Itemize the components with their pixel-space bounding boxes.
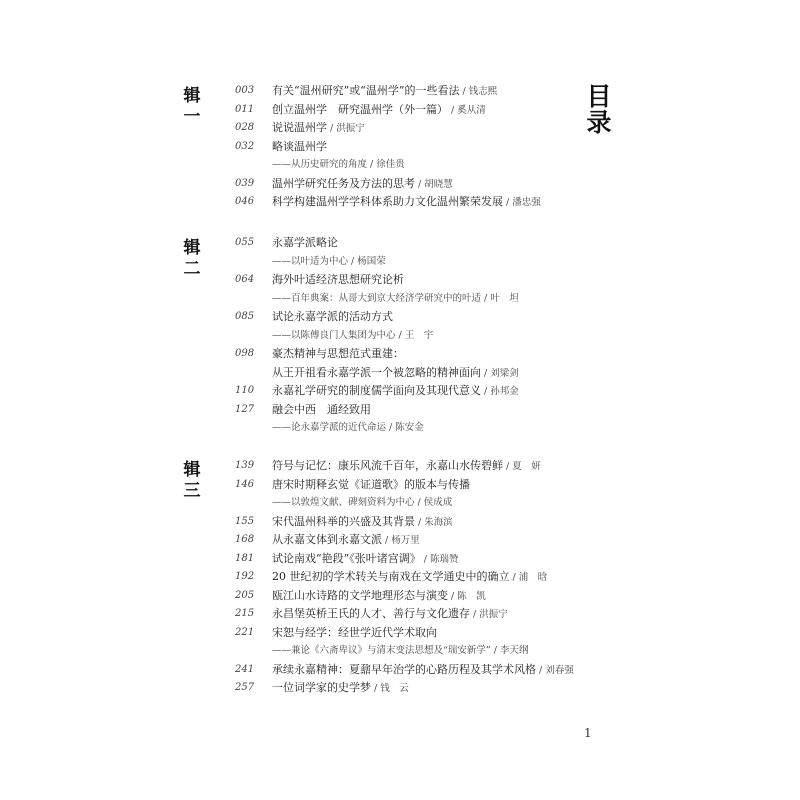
entry-page-number: 055 (235, 237, 255, 248)
toc-entry (0, 531, 640, 548)
entry-text (272, 494, 452, 511)
entry-title: ——以叶适为中心 (272, 255, 349, 267)
entry-title: 永嘉礼学研究的制度儒学面向及其现代意义 (272, 384, 481, 397)
entry-text (272, 308, 393, 326)
toc-subtitle-row (0, 156, 640, 173)
toc-entry (0, 308, 640, 325)
entry-title: 唐宋时期释玄觉《证道歌》的版本与传播 (272, 477, 470, 491)
entry-author: / 夏 妍 (503, 461, 541, 472)
entry-page-number: 011 (235, 103, 255, 115)
toc-entry (0, 624, 640, 641)
entry-author: / 刘梁剑 (481, 367, 519, 379)
toc-entry (0, 513, 640, 530)
toc-entry (0, 364, 640, 381)
entry-page-number: 098 (235, 348, 255, 359)
entry-title: 符号与记忆：康乐风流千百年，永嘉山水传碧鲜 (272, 459, 503, 472)
entry-author: / 王 宇 (395, 329, 434, 341)
toc-entry (0, 679, 640, 696)
entry-author: / 钱 云 (371, 683, 409, 694)
entry-page-number: 181 (235, 552, 255, 564)
toc-entry (0, 605, 640, 622)
toc-entry (0, 661, 640, 678)
entry-author: / 洪振宁 (327, 123, 365, 134)
entry-title: 一位词学家的史学梦 (272, 681, 371, 694)
entry-title: 宋恕与经学：经世学近代学术取向 (272, 625, 437, 639)
entry-author: / 潘忠强 (503, 197, 541, 208)
entry-title: 永昌堡英桥王氏的人才、善行与文化遗存 (272, 607, 470, 620)
toc-title-char: 目 (586, 82, 612, 111)
entry-author: / 陈 凯 (448, 590, 486, 602)
entry-title: 略谈温州学 (272, 139, 327, 153)
entry-author: / 侯成成 (414, 497, 453, 508)
entry-author: / 刘春强 (536, 664, 574, 676)
entry-title: 试论南戏“艳段”《张叶诸宫调》 (272, 551, 421, 565)
entry-title: 宋代温州科举的兴盛及其背景 (272, 514, 415, 528)
entry-text (272, 345, 404, 363)
entry-text (272, 457, 541, 475)
entry-author: / 奚从清 (448, 104, 486, 116)
entry-title: ——论永嘉学派的近代命运 (272, 422, 387, 433)
toc-subtitle-row (0, 494, 640, 511)
toc-entry (0, 271, 640, 288)
section-label-char: 辑 (183, 460, 201, 480)
entry-page-number: 146 (235, 478, 255, 490)
entry-title: 海外叶适经济思想研究论析 (272, 273, 404, 286)
entry-title: 20 世纪初的学术转关与南戏在文学通史中的确立 (272, 570, 510, 583)
entry-title: 创立温州学 研究温州学（外一篇） (272, 102, 448, 116)
entry-title: ——以陈傅良门人集团为中心 (272, 329, 396, 341)
entry-page-number: 003 (235, 85, 255, 96)
toc-entry (0, 138, 640, 155)
entry-title: 温州学研究任务及方法的思考 (272, 176, 415, 190)
section-label-char: 一 (183, 107, 201, 127)
entry-title: 有关“温州研究”或“温州学”的一些看法 (272, 84, 460, 97)
entry-page-number: 046 (235, 196, 255, 207)
entry-text (272, 382, 519, 400)
entry-page-number: 257 (235, 682, 255, 693)
entry-page-number: 155 (235, 515, 255, 527)
toc-entry (0, 82, 640, 99)
toc-entry (0, 193, 640, 210)
entry-author: / 朱海滨 (415, 516, 453, 528)
entry-title: 瓯江山水诗路的文学地理形态与演变 (272, 588, 448, 602)
section-label-char: 二 (183, 259, 201, 279)
entry-text (272, 679, 409, 697)
entry-text (272, 568, 547, 586)
entry-title: ——百年典案：从哥大到京大经济学研究中的叶适 (272, 292, 482, 304)
entry-page-number: 110 (235, 385, 255, 396)
entry-text (272, 476, 470, 494)
entry-text (272, 175, 453, 193)
entry-text (272, 119, 365, 137)
entry-page-number: 032 (235, 140, 255, 152)
entry-title: 试论永嘉学派的活动方式 (272, 310, 393, 323)
entry-author: / 徐佳贵 (367, 159, 405, 170)
entry-text (272, 138, 327, 156)
entry-text (272, 513, 453, 531)
entry-author: / 杨万里 (382, 535, 420, 546)
toc-entry (0, 345, 640, 362)
entry-title: 从王开祖看永嘉学派一个被忽略的精神面向 (272, 365, 481, 379)
entry-text (272, 271, 404, 289)
entry-page-number: 039 (235, 177, 255, 189)
section-label-char: 辑 (183, 238, 201, 258)
entry-page-number: 127 (235, 403, 255, 415)
toc-entry (0, 587, 640, 604)
entry-author: / 叶 坦 (481, 292, 519, 304)
entry-text (272, 82, 497, 100)
entry-text (272, 193, 541, 211)
entry-title: 说说温州学 (272, 121, 327, 134)
entry-page-number: 028 (235, 122, 255, 133)
entry-author: / 浦 晗 (509, 572, 548, 583)
entry-text (272, 156, 405, 173)
toc-subtitle-row (0, 327, 640, 344)
entry-text (272, 401, 371, 419)
entry-title: 融会中西 通经致用 (272, 402, 371, 416)
toc-subtitle-row (0, 253, 640, 270)
entry-text (272, 531, 420, 549)
entry-text (272, 605, 508, 623)
entry-page-number: 221 (235, 626, 255, 638)
entry-title: 科学构建温州学学科体系助力文化温州繁荣发展 (272, 195, 503, 208)
entry-title: ——兼论《六斋卑议》与清末变法思想及“瑞安新学” (272, 645, 491, 656)
toc-subtitle-row (0, 419, 640, 436)
entry-title: ——从历史研究的角度 (272, 159, 368, 170)
entry-text (272, 290, 519, 307)
entry-page-number: 139 (235, 460, 255, 471)
entry-text (272, 327, 433, 344)
entry-text (272, 419, 424, 436)
entry-author: / 杨国荣 (348, 255, 386, 267)
entry-title: 承续永嘉精神：夏鼐早年治学的心路历程及其学术风格 (272, 662, 536, 676)
entry-author: / 胡晓慧 (415, 178, 453, 190)
entry-title: ——以敦煌文献、碑刻资料为中心 (272, 497, 415, 508)
entry-author: / 洪振宁 (470, 609, 508, 620)
toc-entry (0, 457, 640, 474)
entry-author: / 李天纲 (490, 645, 529, 656)
entry-title: 豪杰精神与思想范式重建： (272, 347, 404, 360)
entry-page-number: 241 (235, 663, 255, 675)
entry-title: 永嘉学派略论 (272, 236, 338, 249)
entry-author: / 孙邦金 (481, 386, 519, 397)
toc-subtitle-row (0, 290, 640, 307)
entry-author: / 钱志熙 (459, 86, 498, 97)
entry-text (272, 550, 459, 568)
page-number: 1 (584, 726, 592, 740)
toc-entry (0, 476, 640, 493)
toc-entry (0, 550, 640, 567)
toc-entry (0, 175, 640, 192)
entry-title: 从永嘉文体到永嘉文派 (272, 533, 382, 546)
entry-text (272, 587, 486, 605)
entry-page-number: 215 (235, 608, 255, 619)
section-label-char: 三 (183, 481, 201, 501)
toc-entry (0, 401, 640, 418)
entry-text (272, 624, 437, 642)
toc-entry (0, 119, 640, 136)
toc-entry (0, 382, 640, 399)
entry-text (272, 661, 574, 679)
entry-page-number: 205 (235, 589, 255, 601)
toc-entry (0, 101, 640, 118)
entry-page-number: 168 (235, 534, 255, 545)
entry-page-number: 064 (235, 274, 255, 285)
entry-text (272, 253, 386, 270)
toc-entry (0, 568, 640, 585)
toc-subtitle-row (0, 642, 640, 659)
toc-entry (0, 234, 640, 251)
section-label-char: 辑 (183, 86, 201, 106)
toc-title-char: 录 (586, 108, 612, 137)
entry-text (272, 234, 338, 252)
entry-page-number: 085 (235, 311, 255, 322)
entry-page-number: 192 (235, 571, 255, 582)
entry-text (272, 101, 486, 119)
entry-text (272, 364, 519, 382)
entry-text (272, 642, 528, 659)
entry-author: / 陈瑞赞 (420, 553, 459, 565)
entry-author: / 陈安金 (386, 422, 424, 433)
